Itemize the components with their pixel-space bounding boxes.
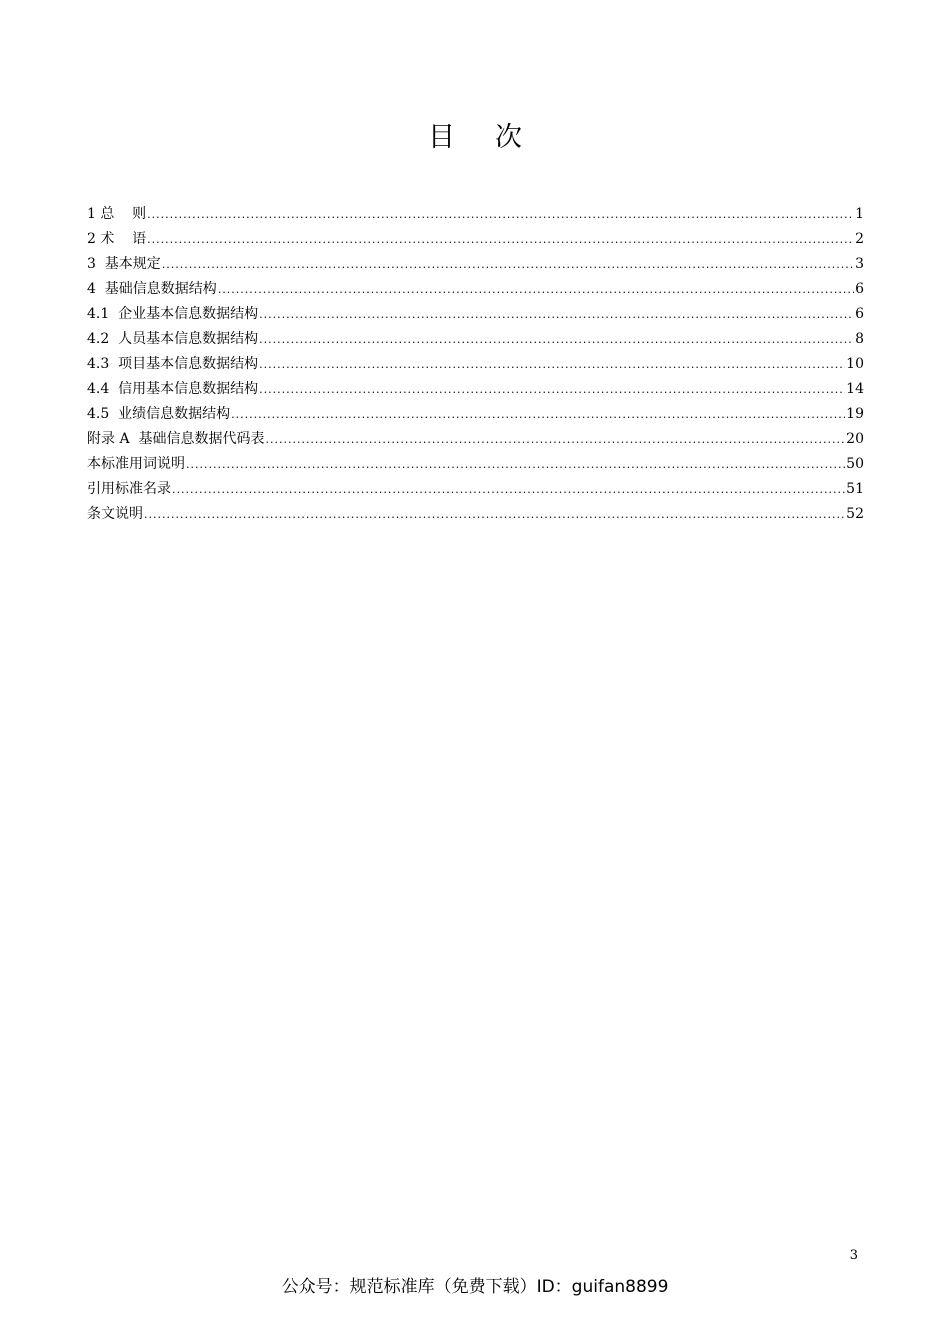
toc-entry[interactable] — [87, 502, 864, 527]
toc-entry-label: 4.4 信用基本信息数据结构 — [87, 381, 259, 397]
toc-entry-page: 10 — [846, 356, 864, 372]
toc-entry-label: 1 总 则 — [87, 206, 147, 222]
toc-entry-label: 4 基础信息数据结构 — [87, 281, 217, 297]
toc-entry-label: 4.5 业绩信息数据结构 — [87, 406, 231, 422]
toc-dot-leader — [186, 452, 845, 477]
toc-dot-leader — [162, 252, 854, 277]
toc-entry-page: 52 — [846, 506, 864, 522]
page-number: 3 — [849, 1248, 858, 1263]
toc-dot-leader — [231, 402, 845, 427]
toc-dot-leader — [147, 227, 854, 252]
toc-dot-leader — [172, 477, 845, 502]
toc-entry-page: 14 — [846, 381, 864, 397]
toc-entry-label: 4.3 项目基本信息数据结构 — [87, 356, 259, 372]
toc-entry[interactable] — [87, 477, 864, 502]
toc-entry[interactable] — [87, 377, 864, 402]
toc-dot-leader — [259, 377, 845, 402]
toc-entry-label: 引用标准名录 — [87, 481, 171, 497]
toc-entry[interactable] — [87, 202, 864, 227]
toc-entry-page: 19 — [846, 406, 864, 422]
toc-entry-label: 4.1 企业基本信息数据结构 — [87, 306, 259, 322]
toc-entry-label: 本标准用词说明 — [87, 456, 185, 472]
toc-entry-label: 2 术 语 — [87, 231, 147, 247]
table-of-contents — [87, 202, 864, 527]
watermark-text: 公众号：规范标准库（免费下载）ID：guifan8899 — [281, 1277, 669, 1297]
toc-entry-page: 20 — [846, 431, 864, 447]
toc-entry-page: 8 — [855, 331, 864, 347]
toc-entry[interactable] — [87, 427, 864, 452]
toc-entry-page: 50 — [846, 456, 864, 472]
toc-entry[interactable] — [87, 452, 864, 477]
toc-entry-page: 1 — [855, 206, 864, 222]
toc-dot-leader — [259, 302, 854, 327]
toc-entry-page: 3 — [855, 256, 864, 272]
toc-dot-leader — [265, 427, 845, 452]
toc-entry-label: 3 基本规定 — [87, 256, 161, 272]
toc-entry[interactable] — [87, 277, 864, 302]
toc-dot-leader — [259, 352, 845, 377]
toc-entry-page: 6 — [855, 306, 864, 322]
toc-entry[interactable] — [87, 402, 864, 427]
toc-entry-label: 条文说明 — [87, 506, 143, 522]
toc-entry[interactable] — [87, 302, 864, 327]
toc-entry[interactable] — [87, 352, 864, 377]
toc-entry[interactable] — [87, 327, 864, 352]
toc-entry-page: 51 — [846, 481, 864, 497]
toc-dot-leader — [147, 202, 854, 227]
toc-entry[interactable] — [87, 252, 864, 277]
toc-dot-leader — [259, 327, 854, 352]
toc-entry-label: 4.2 人员基本信息数据结构 — [87, 331, 259, 347]
toc-entry-label: 附录 A 基础信息数据代码表 — [87, 431, 265, 447]
toc-dot-leader — [144, 502, 845, 527]
toc-entry-page: 2 — [855, 231, 864, 247]
toc-entry[interactable] — [87, 227, 864, 252]
toc-entry-page: 6 — [855, 281, 864, 297]
page-title: 目次 — [428, 122, 562, 153]
toc-dot-leader — [218, 277, 854, 302]
